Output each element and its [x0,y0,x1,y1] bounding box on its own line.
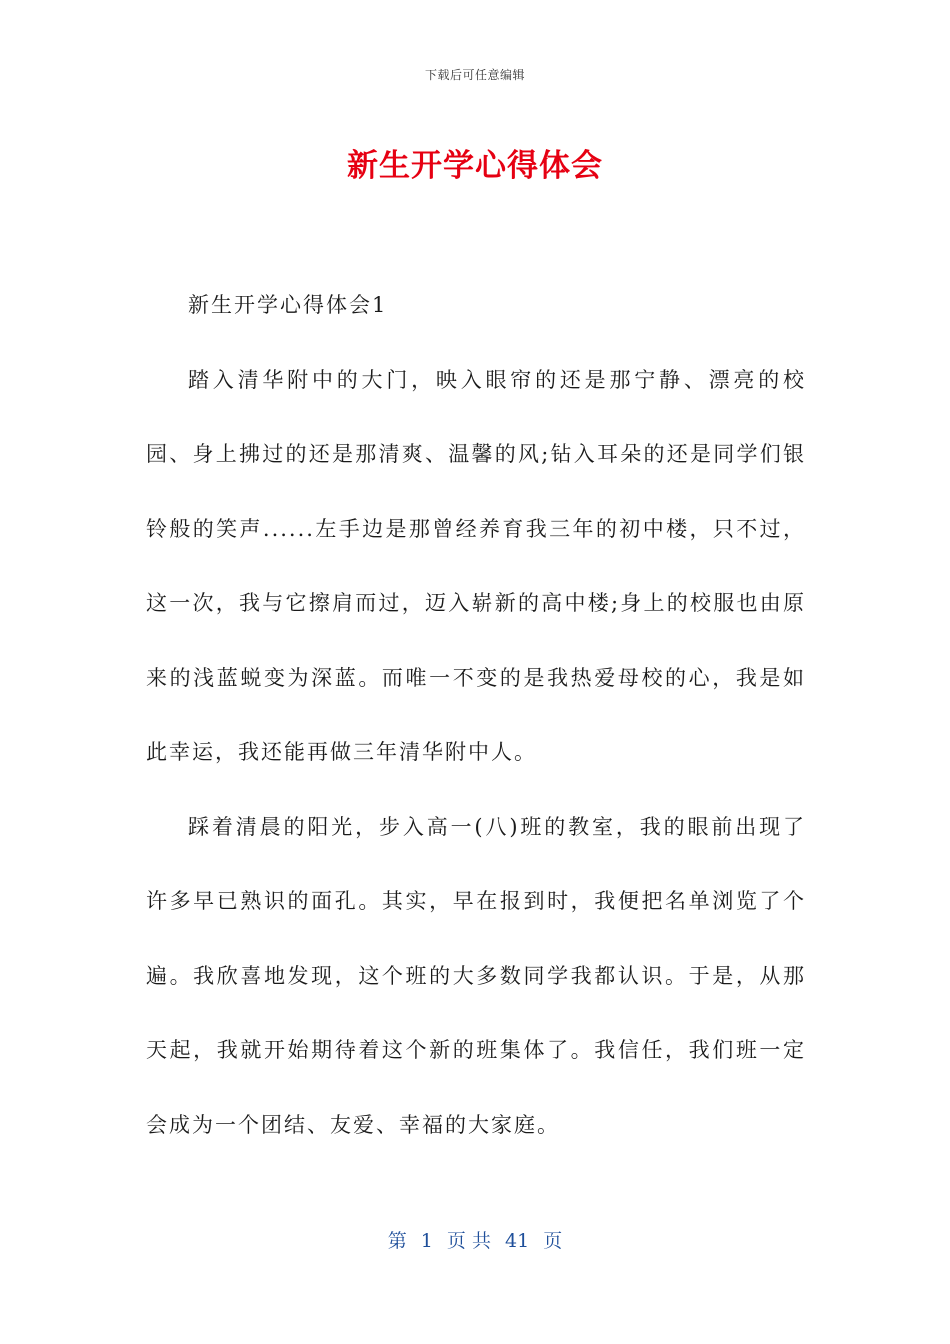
current-page-number: 1 [420,1230,433,1252]
total-page-count: 41 [505,1230,530,1252]
page-label-prefix: 第 [387,1230,407,1252]
paragraph: 踩着清晨的阳光，步入高一(八)班的教室，我的眼前出现了许多早已熟识的面孔。其实，早在报到时，我便把名单浏览了个遍。我欣喜地发现，这个班的大多数同学我都认识。于是，从那天起，我就开始期待着这个新的班集体了。我信任，我们班一定会成为一个团结、友爱、幸福的大家庭。 [146,814,806,1137]
page-label-suffix: 页 [543,1230,563,1252]
paragraph: 踏入清华附中的大门，映入眼帘的还是那宁静、漂亮的校园、身上拂过的还是那清爽、温馨的风;钻入耳朵的还是同学们银铃般的笑声......左手边是那曾经养育我三年的初中楼，只不过，这一次，我与它擦肩而过，迈入崭新的高中楼;身上的校服也由原来的浅蓝蜕变为深蓝。而唯一不变的是我热爱母校的心，我是如此幸运，我还能再做三年清华附中人。 [146,367,806,764]
document-body [146,268,806,1162]
page-number-footer [0,1226,950,1253]
section-heading: 新生开学心得体会1 [188,293,388,317]
page-label-mid: 页 共 [446,1230,491,1252]
document-title: 新生开学心得体会 [347,148,603,184]
header-note: 下载后可任意编辑 [424,68,525,82]
